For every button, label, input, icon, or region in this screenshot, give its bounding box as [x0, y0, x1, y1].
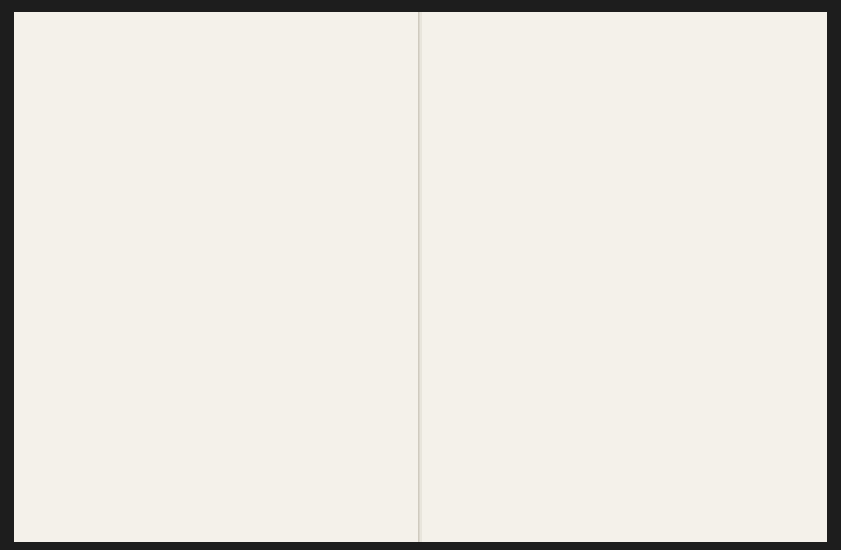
left-page	[14, 12, 419, 542]
right-page	[422, 12, 827, 542]
